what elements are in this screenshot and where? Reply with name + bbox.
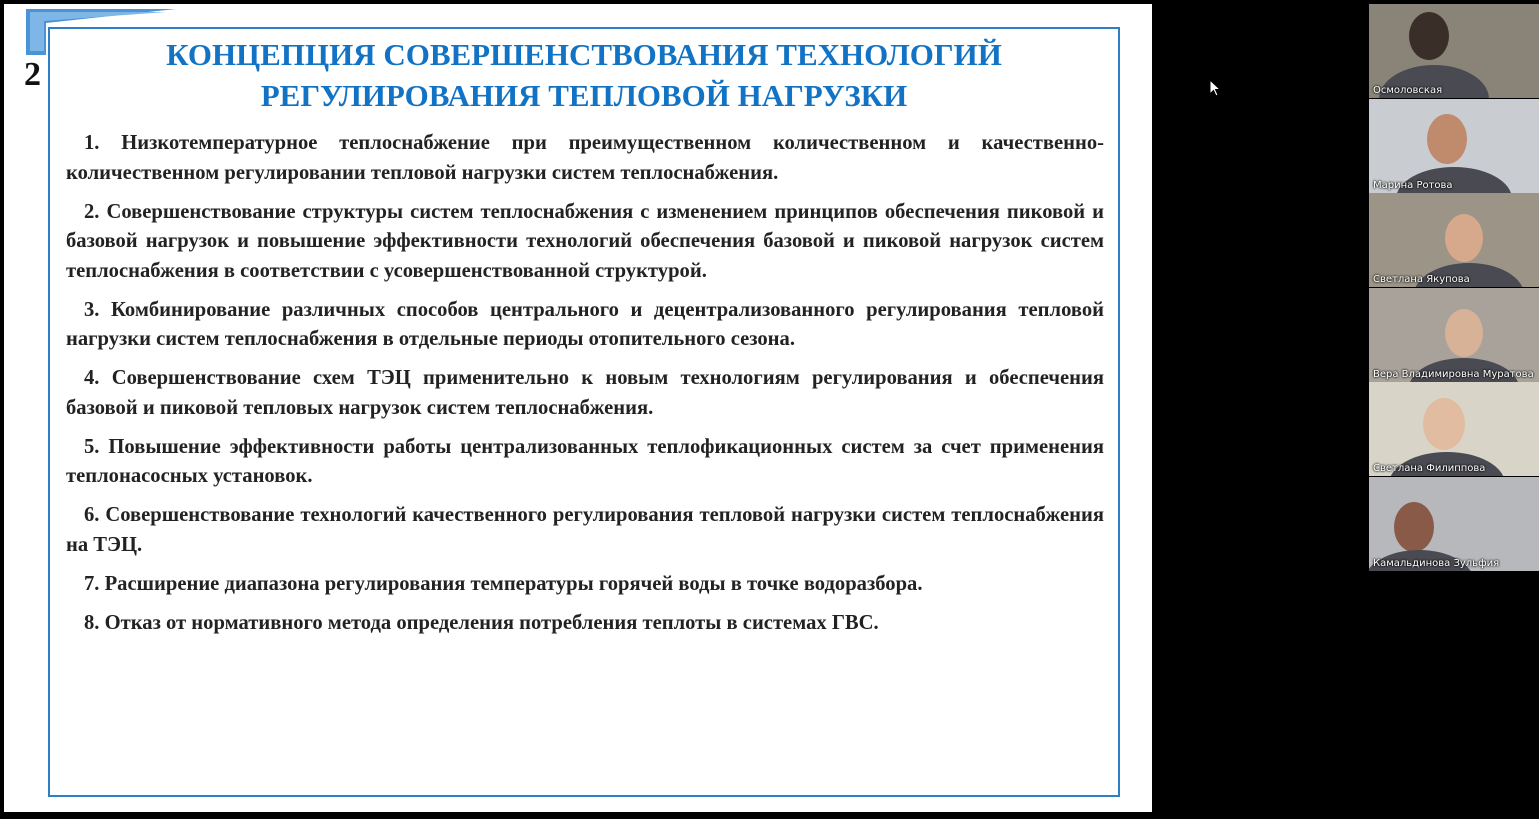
participant-name: Светлана Филиппова [1373, 463, 1486, 474]
list-item: 7. Расширение диапазона регулирования температуры горячей воды в точке водоразбора. [84, 572, 923, 595]
list-item: 3. Комбинирование различных способов центрального и децентрализованного регулирования тепловой нагрузки систем теплоснабжения в отдельные периоды отопительного сезона. [66, 298, 1104, 350]
participant-name: Светлана Якупова [1373, 274, 1470, 285]
participant-video-tile[interactable] [1369, 193, 1539, 287]
participant-name: Осмоловская [1373, 85, 1443, 96]
participant-silhouette [1369, 99, 1539, 193]
list-item: 5. Повышение эффективности работы централизованных теплофикационных систем за счет применения теплонасосных установок. [66, 435, 1104, 487]
mouse-cursor-icon [1209, 79, 1221, 97]
participant-silhouette [1369, 193, 1539, 287]
participant-silhouette [1369, 382, 1539, 476]
participant-silhouette [1369, 4, 1539, 98]
slide-number: 2 [24, 56, 41, 93]
participant-video-tile[interactable] [1369, 288, 1539, 382]
participant-video-tile[interactable] [1369, 477, 1539, 571]
participant-name: Камальдинова Зульфия [1373, 558, 1500, 569]
list-item: 6. Совершенствование технологий качественного регулирования тепловой нагрузки систем теплоснабжения на ТЭЦ. [66, 504, 1104, 556]
participants-panel [1369, 4, 1539, 571]
participant-video-tile[interactable] [1369, 99, 1539, 193]
participant-silhouette [1369, 288, 1539, 382]
participant-video-tile[interactable] [1369, 382, 1539, 476]
list-item: 1. Низкотемпературное теплоснабжение при преимущественном количественном и качественно-количественном регулировании тепловой нагрузки систем теплоснабжения. [66, 132, 1104, 184]
participant-name: Марина Ротова [1373, 180, 1453, 191]
participant-silhouette [1369, 477, 1539, 571]
slide-title [64, 34, 1104, 116]
list-item: 8. Отказ от нормативного метода определения потребления теплоты в системах ГВС. [84, 611, 879, 634]
list-item: 2. Совершенствование структуры систем теплоснабжения с изменением принципов обеспечения пиковой и базовой нагрузок и повышение эффективности технологий обеспечения базовой и пиковой нагрузок систем теплоснабжения в соответствии с усовершенствованной структурой. [66, 200, 1104, 282]
list-item: 4. Совершенствование схем ТЭЦ применительно к новым технологиям регулирования и обеспечения базовой и пиковой тепловых нагрузок систем теплоснабжения. [66, 367, 1104, 419]
title-line-2: РЕГУЛИРОВАНИЯ ТЕПЛОВОЙ НАГРУЗКИ [260, 78, 908, 113]
title-line-1: КОНЦЕПЦИЯ СОВЕРШЕНСТВОВАНИЯ ТЕХНОЛОГИЙ [166, 37, 1002, 72]
participant-video-tile[interactable] [1369, 4, 1539, 98]
concept-list [66, 129, 1104, 648]
presentation-slide [4, 4, 1152, 812]
participant-name: Вера Владимировна Муратова [1373, 369, 1534, 380]
